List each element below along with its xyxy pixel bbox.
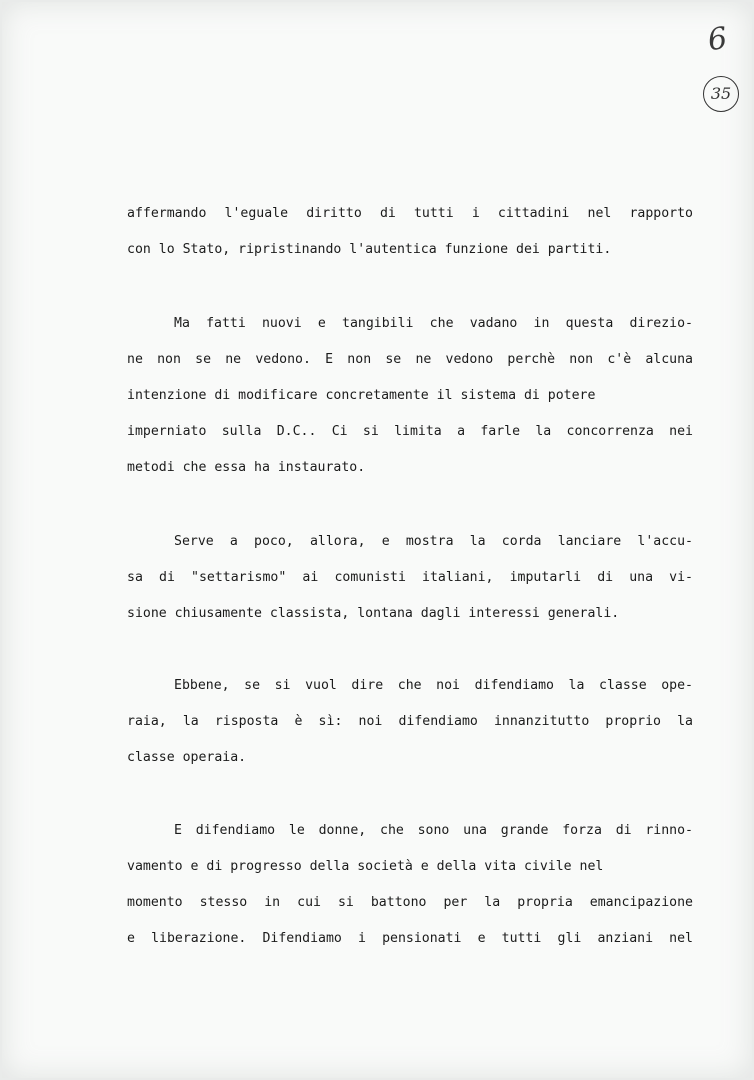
text-line: sa di "settarismo" ai comunisti italiani, imputarli di una vi- (127, 570, 693, 585)
handwritten-page-number: 6 (705, 20, 730, 59)
text-line: intenzione di modificare concretamente il sistema di potere (127, 388, 596, 403)
text-line: ne non se ne vedono. E non se ne vedono perchè non c'è alcuna (127, 352, 693, 367)
text-line: imperniato sulla D.C.. Ci si limita a farle la concorrenza nei (127, 424, 693, 439)
text-line: affermando l'eguale diritto di tutti i cittadini nel rapporto (127, 206, 693, 221)
text-line: e liberazione. Difendiamo i pensionati e tutti gli anziani nel (127, 931, 693, 946)
text-line: metodi che essa ha instaurato. (127, 460, 366, 475)
text-line: Ma fatti nuovi e tangibili che vadano in questa direzio- (174, 316, 693, 331)
text-line: raia, la risposta è sì: noi difendiamo innanzitutto proprio la (127, 714, 693, 729)
text-line: momento stesso in cui si battono per la propria emancipazione (127, 895, 693, 910)
text-line: sione chiusamente classista, lontana dagli interessi generali. (127, 606, 620, 621)
text-line: con lo Stato, ripristinando l'autentica funzione dei partiti. (127, 242, 612, 257)
text-line: E difendiamo le donne, che sono una grande forza di rinno- (174, 823, 693, 838)
text-line: Ebbene, se si vuol dire che noi difendiamo la classe ope- (174, 678, 693, 693)
text-line: vamento e di progresso della società e della vita civile nel (127, 859, 604, 874)
text-line: classe operaia. (127, 750, 247, 765)
circled-page-number: 35 (703, 76, 739, 112)
text-line: Serve a poco, allora, e mostra la corda lanciare l'accu- (174, 534, 693, 549)
document-page (2, 2, 752, 1078)
